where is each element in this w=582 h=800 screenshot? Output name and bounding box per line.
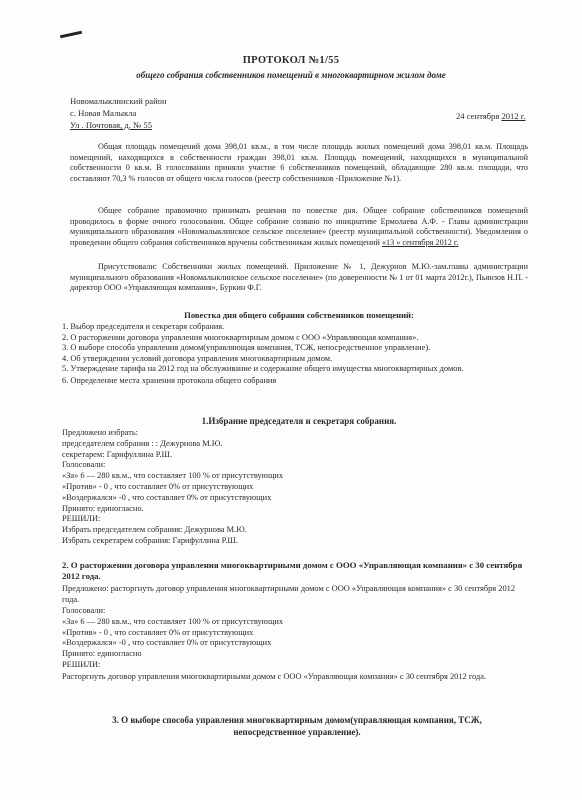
text-line: «Против» - 0 , что составляет 0% от присутствующих xyxy=(62,481,254,491)
text-line: председателем собрания : : Дежурнова М.Ю. xyxy=(62,438,223,448)
agenda-heading: Повестка дня общего собрания собственников помещений: xyxy=(184,310,414,320)
district: Новомалыклинский район xyxy=(70,96,167,106)
section-2-heading: 2. О расторжении договора управления многоквартирными домом с ООО «Управляющая компания» с 30 сентября 2012 года. xyxy=(62,560,523,581)
document-title: ПРОТОКОЛ №1/55 xyxy=(242,55,340,66)
section-3-heading-line-1: 3. О выборе способа управления многоквартирным домом(управляющая компания, ТСЖ, xyxy=(112,715,482,725)
village: с. Новая Малыкла xyxy=(70,108,137,118)
text-line: РЕШИЛИ: xyxy=(62,514,101,524)
text-line: Предложено избрать: xyxy=(62,428,138,437)
text-line: секретарем: Гарифуллина Р.Ш. xyxy=(62,449,173,459)
section-1-lines xyxy=(62,428,532,547)
agenda-item: 5. Утверждение тарифа на 2012 год на обслуживание и содержание общего имущества многоквартирных домов. xyxy=(62,364,464,374)
document-date xyxy=(456,111,526,121)
agenda-item: 1. Выбор председателя и секретаря собрания. xyxy=(62,322,225,331)
text-line: «Против» - 0 , что составляет 0% от присутствующих xyxy=(62,627,254,637)
section-3-heading-line-2: непосредственное управление). xyxy=(233,727,361,737)
text-line: Принято: единогласно xyxy=(62,649,142,659)
notice-date: «13 » сентября 2012 г. xyxy=(381,237,459,247)
date-day-month: 24 сентября xyxy=(456,111,502,121)
text-line: Голосовали: xyxy=(62,606,106,615)
text-line: Избрать председателем собрания: Дежурнова М.Ю. xyxy=(62,525,247,535)
section-2-decision: Расторгнуть договор управления многоквартирными домом с ООО «Управляющая компания» с 30 сентября 2012 года. xyxy=(62,672,487,681)
section-2-proposal: Предложено: расторгнуть договор управления многоквартирными домом с ООО «Управляющая компания» с 30 сентября 2012 года. xyxy=(62,584,516,604)
text-line: «Воздержался» -0 , что составляет 0% от присутствующих xyxy=(62,492,272,502)
intro-paragraph-2-text: Общее собрание правомочно принимать решения по повестке дня. Общее собрание собственников помещений проводилось в форме очного голосования. Общее собрание созвано по инициативе Ермолаева А.Ф. - Главы администрации муниципального образования «Новомалыклинское сельское поселение» (реестр муниципальной собственности). Уведомления о проведении общего собрания собственников вручены собственникам жилых помещений xyxy=(70,206,528,247)
section-2-lines xyxy=(62,606,532,671)
section-1-heading: 1.Избрание председателя и секретаря собрания. xyxy=(201,416,397,426)
intro-paragraph-2 xyxy=(70,206,528,248)
text-line: «За» 6 — 280 кв.м., что составляет 100 % от присутствующих xyxy=(62,616,284,626)
text-line: Принято: единогласно. xyxy=(62,503,144,513)
agenda-item: 2. О расторжении договора управления многоквартирным домом с ООО «Управляющая компания». xyxy=(62,332,419,342)
agenda-item: 4. Об утверждении условий договора управления многоквартирным домом. xyxy=(62,353,333,363)
attendees-paragraph: Присутствовали: Собственники жилых помещений. Приложение № 1, Дежурнов М.Ю.-зам.главы администрации муниципального образования «Новомалыклинское сельское поселение» (по доверенности № 1 от 01 марта 2012г.), Пьянзов Н.П. - директор ООО «Управляющая компания», Буркин Ф.Г. xyxy=(70,262,528,293)
street-address: Ул . Почтовая, д. № 55 xyxy=(70,120,153,130)
text-line: РЕШИЛИ: xyxy=(62,659,101,669)
agenda-item: 3. О выборе способа управления домом(управляющая компания, ТСЖ, непосредственное управление). xyxy=(62,343,431,353)
text-line: Голосовали: xyxy=(62,460,106,470)
document-subtitle: общего собрания собственников помещений в многоквартирном жилом доме xyxy=(136,70,446,80)
text-line: «За» 6 — 280 кв.м., что составляет 100 % от присутствующих xyxy=(62,471,284,481)
agenda-list xyxy=(62,322,528,387)
date-year: 2012 г. xyxy=(501,111,526,121)
text-line: «Воздержался» -0 , что составляет 0% от присутствующих xyxy=(62,638,272,648)
pen-mark xyxy=(60,31,82,39)
intro-paragraph-1: Общая площадь помещений дома 398,01 кв.м., в том числе площадь жилых помещений дома 398,01 кв.м. Площадь помещений, находящихся в собственности граждан 398,01 кв.м. Площадь помещений, находящихся в муниципальной собственности 0 кв.м. В голосовании приняли участие 6 собственников помещений, обладающие 280 кв.м. площади, что составляют 70,3 % голосов от общего числа голосов (реестр собственников -Приложение №1). xyxy=(70,142,528,183)
agenda-item: 6. Определение места хранения протокола общего собрания xyxy=(62,375,277,385)
text-line: Избрать секретарем собрания: Гарифуллина Р.Ш. xyxy=(62,535,238,545)
